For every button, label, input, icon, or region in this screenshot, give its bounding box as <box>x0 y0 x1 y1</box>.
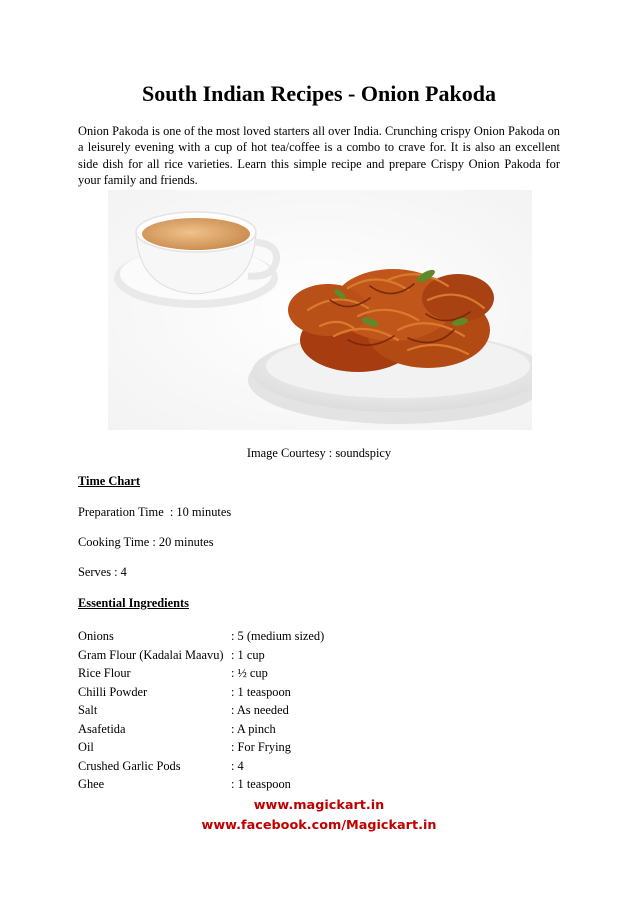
preparation-time: Preparation Time : 10 minutes <box>78 505 232 519</box>
website-link[interactable]: www.magickart.in <box>253 798 385 813</box>
recipe-photo <box>108 190 532 430</box>
facebook-link[interactable]: www.facebook.com/Magickart.in <box>201 818 437 833</box>
ingredient-name: Crushed Garlic Pods <box>78 758 181 773</box>
ingredients-table <box>78 627 324 794</box>
ingredient-quantity: : As needed <box>231 703 289 717</box>
image-caption: Image Courtesy : soundspicy <box>246 446 392 460</box>
onion-pakoda-illustration <box>108 190 532 430</box>
ingredient-quantity: : For Frying <box>231 740 291 754</box>
ingredients-heading: Essential Ingredients <box>78 596 189 610</box>
ingredient-row <box>78 701 324 720</box>
footer-facebook <box>0 818 638 833</box>
serves: Serves : 4 <box>78 565 127 579</box>
ingredient-quantity: : ½ cup <box>231 666 268 680</box>
cooking-time: Cooking Time : 20 minutes <box>78 535 214 549</box>
ingredient-row <box>78 646 324 665</box>
ingredient-name: Asafetida <box>78 721 126 736</box>
ingredient-quantity: : 1 teaspoon <box>231 777 291 791</box>
ingredient-name: Gram Flour (Kadalai Maavu) <box>78 647 224 662</box>
ingredient-name: Rice Flour <box>78 666 131 680</box>
ingredient-quantity: : 4 <box>231 758 244 773</box>
ingredient-row <box>78 664 324 683</box>
ingredient-row <box>78 720 324 739</box>
tea-cup <box>114 212 278 308</box>
intro-paragraph: Onion Pakoda is one of the most loved starters all over India. Crunching crispy Onion Pakoda on a leisurely evening with a cup of hot tea/coffee is a combo to crave for. It is also an excellent side dish for all rice varieties. Learn this simple recipe and prepare Crispy Onion Pakoda for your family and friends. <box>78 124 560 188</box>
ingredient-name: Salt <box>78 703 98 717</box>
ingredient-row <box>78 757 324 776</box>
ingredient-name: Ghee <box>78 777 105 791</box>
page-title: South Indian Recipes - Onion Pakoda <box>142 81 496 106</box>
ingredient-row <box>78 775 324 794</box>
ingredient-quantity: : A pinch <box>231 721 276 736</box>
ingredient-name: Onions <box>78 629 114 643</box>
ingredient-row <box>78 683 324 702</box>
footer-website <box>0 798 638 813</box>
ingredient-name: Chilli Powder <box>78 684 148 699</box>
ingredient-quantity: : 1 teaspoon <box>231 684 291 699</box>
ingredient-row <box>78 627 324 646</box>
ingredient-quantity: : 5 (medium sized) <box>231 629 325 643</box>
ingredient-name: Oil <box>78 740 94 754</box>
ingredient-quantity: : 1 cup <box>231 647 265 662</box>
ingredient-row <box>78 738 324 757</box>
time-chart-heading: Time Chart <box>78 474 141 488</box>
